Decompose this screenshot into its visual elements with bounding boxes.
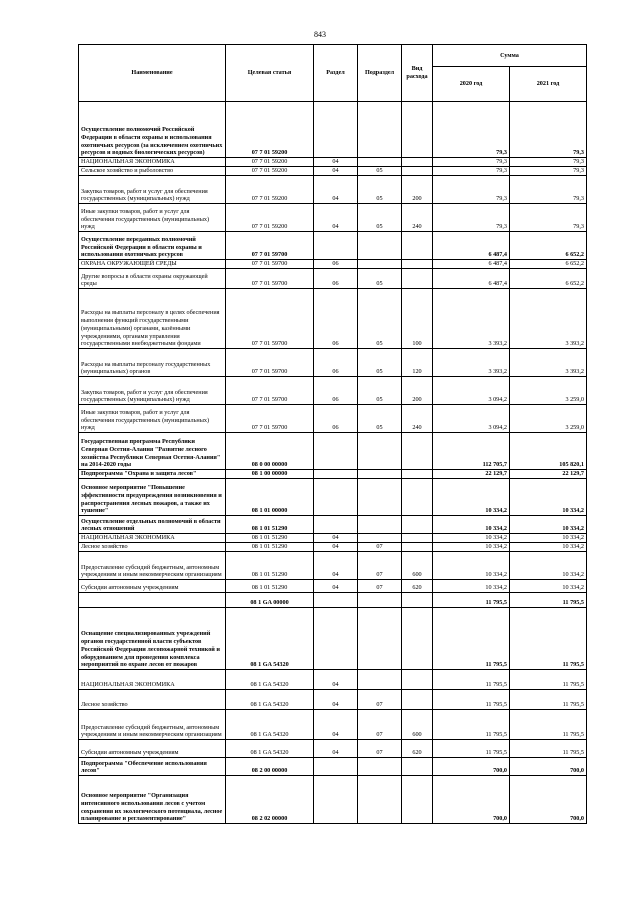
row-name: Расходы на выплаты персоналу в целях обеспечения выполнения функций государственными (муниципальными) органами, казёнными учреждениями, органами управления государственными внебюджетными фондами xyxy=(79,289,226,349)
row-target: 07 7 01 59700 xyxy=(226,377,314,405)
row-name: Предоставление субсидий бюджетным, автономным учреждениям и иным некоммерческим организациям xyxy=(79,552,226,580)
row-subsection xyxy=(358,534,402,543)
row-subsection xyxy=(358,479,402,516)
row-subsection xyxy=(358,232,402,260)
row-target: 07 7 01 59200 xyxy=(226,176,314,204)
row-section: 06 xyxy=(314,289,358,349)
table-row xyxy=(79,516,587,534)
table-row xyxy=(79,269,587,289)
row-sum-2021: 105 820,1 xyxy=(510,433,587,470)
row-subsection xyxy=(358,670,402,690)
row-name: ОХРАНА ОКРУЖАЮЩЕЙ СРЕДЫ xyxy=(79,260,226,269)
row-expense-type: 240 xyxy=(402,204,433,232)
row-sum-2020: 79,3 xyxy=(433,204,510,232)
row-expense-type: 620 xyxy=(402,580,433,593)
row-expense-type: 200 xyxy=(402,176,433,204)
row-expense-type xyxy=(402,593,433,608)
row-sum-2020: 79,3 xyxy=(433,167,510,176)
row-section: 04 xyxy=(314,552,358,580)
row-target: 08 1 GA 54320 xyxy=(226,740,314,758)
row-sum-2021: 6 652,2 xyxy=(510,232,587,260)
table-row xyxy=(79,740,587,758)
row-subsection xyxy=(358,776,402,824)
row-subsection: 05 xyxy=(358,269,402,289)
row-expense-type xyxy=(402,167,433,176)
row-sum-2021: 79,3 xyxy=(510,167,587,176)
table-row xyxy=(79,552,587,580)
row-sum-2020: 700,0 xyxy=(433,776,510,824)
row-section: 04 xyxy=(314,543,358,552)
row-name: Закупка товаров, работ и услуг для обеспечения государственных (муниципальных) нужд xyxy=(79,377,226,405)
row-expense-type: 600 xyxy=(402,710,433,740)
row-sum-2020: 11 795,5 xyxy=(433,710,510,740)
row-sum-2021: 11 795,5 xyxy=(510,670,587,690)
table-row xyxy=(79,710,587,740)
row-sum-2021: 79,3 xyxy=(510,204,587,232)
row-section xyxy=(314,479,358,516)
row-section: 06 xyxy=(314,377,358,405)
row-section xyxy=(314,758,358,776)
row-section: 04 xyxy=(314,670,358,690)
row-subsection xyxy=(358,516,402,534)
row-sum-2021: 3 259,0 xyxy=(510,405,587,433)
row-sum-2020: 3 094,2 xyxy=(433,405,510,433)
row-target: 08 0 00 00000 xyxy=(226,433,314,470)
row-section xyxy=(314,608,358,670)
row-expense-type xyxy=(402,158,433,167)
row-sum-2020: 11 795,5 xyxy=(433,670,510,690)
table-row xyxy=(79,433,587,470)
table-row xyxy=(79,176,587,204)
row-name: Государственная программа Республики Северная Осетия-Алания "Развитие лесного хозяйства Республики Северная Осетия-Алания" на 2014-2020 годы xyxy=(79,433,226,470)
row-expense-type xyxy=(402,608,433,670)
row-section: 04 xyxy=(314,167,358,176)
row-expense-type xyxy=(402,470,433,479)
table-row xyxy=(79,690,587,710)
row-name: Иные закупки товаров, работ и услуг для обеспечения государственных (муниципальных) нужд xyxy=(79,204,226,232)
row-name: НАЦИОНАЛЬНАЯ ЭКОНОМИКА xyxy=(79,534,226,543)
row-subsection: 05 xyxy=(358,349,402,377)
row-sum-2021: 11 795,5 xyxy=(510,740,587,758)
row-sum-2020: 11 795,5 xyxy=(433,690,510,710)
row-sum-2020: 10 334,2 xyxy=(433,534,510,543)
row-subsection xyxy=(358,102,402,158)
row-target: 07 7 01 59200 xyxy=(226,167,314,176)
row-section xyxy=(314,433,358,470)
row-subsection: 07 xyxy=(358,580,402,593)
row-sum-2021: 79,3 xyxy=(510,102,587,158)
row-target: 08 1 01 51290 xyxy=(226,516,314,534)
row-expense-type: 120 xyxy=(402,349,433,377)
header-year-2020: 2020 год xyxy=(433,67,510,102)
header-year-2021: 2021 год xyxy=(510,67,587,102)
row-sum-2021: 10 334,2 xyxy=(510,552,587,580)
row-target: 07 7 01 59700 xyxy=(226,260,314,269)
row-target: 08 1 01 51290 xyxy=(226,552,314,580)
row-section: 04 xyxy=(314,740,358,758)
row-name: Закупка товаров, работ и услуг для обеспечения государственных (муниципальных) нужд xyxy=(79,176,226,204)
row-expense-type: 620 xyxy=(402,740,433,758)
row-expense-type xyxy=(402,516,433,534)
row-subsection: 05 xyxy=(358,176,402,204)
row-target: 08 1 GA 54320 xyxy=(226,690,314,710)
row-name: Основное мероприятие "Организация интенсивного использования лесов с учетом сохранения их экологического потенциала, лесное планирование и регламентирование" xyxy=(79,776,226,824)
row-expense-type xyxy=(402,534,433,543)
table-row xyxy=(79,405,587,433)
row-section: 04 xyxy=(314,158,358,167)
row-name: Другие вопросы в области охраны окружающей среды xyxy=(79,269,226,289)
row-subsection: 07 xyxy=(358,710,402,740)
budget-table xyxy=(78,44,587,824)
row-subsection xyxy=(358,593,402,608)
row-target: 08 1 GA 54320 xyxy=(226,710,314,740)
row-target: 08 1 01 51290 xyxy=(226,543,314,552)
table-row xyxy=(79,349,587,377)
row-target: 08 1 GA 00000 xyxy=(226,593,314,608)
row-name: Лесное хозяйство xyxy=(79,690,226,710)
row-sum-2021: 10 334,2 xyxy=(510,543,587,552)
row-name: Подпрограмма "Обеспечение использования лесов" xyxy=(79,758,226,776)
row-sum-2020: 22 129,7 xyxy=(433,470,510,479)
row-subsection: 07 xyxy=(358,543,402,552)
row-sum-2021: 79,3 xyxy=(510,176,587,204)
row-sum-2021: 10 334,2 xyxy=(510,534,587,543)
row-subsection xyxy=(358,608,402,670)
row-subsection xyxy=(358,260,402,269)
row-target: 08 2 02 00000 xyxy=(226,776,314,824)
row-sum-2021: 10 334,2 xyxy=(510,516,587,534)
row-name: НАЦИОНАЛЬНАЯ ЭКОНОМИКА xyxy=(79,670,226,690)
row-name: Оснащение специализированных учреждений органов государственной власти субъектов Российской Федерации лесопожарной техникой и оборудованием для проведения комплекса мероприятий по охране лесов от пожаров xyxy=(79,608,226,670)
row-sum-2021: 700,0 xyxy=(510,758,587,776)
row-target: 08 1 01 51290 xyxy=(226,534,314,543)
row-subsection: 05 xyxy=(358,204,402,232)
row-subsection: 07 xyxy=(358,552,402,580)
table-body xyxy=(79,102,587,824)
row-section: 04 xyxy=(314,690,358,710)
row-sum-2021: 3 393,2 xyxy=(510,349,587,377)
row-target: 07 7 01 59700 xyxy=(226,289,314,349)
table-row xyxy=(79,158,587,167)
row-sum-2020: 10 334,2 xyxy=(433,516,510,534)
row-target: 08 1 GA 54320 xyxy=(226,670,314,690)
row-sum-2021: 3 393,2 xyxy=(510,289,587,349)
row-sum-2020: 10 334,2 xyxy=(433,479,510,516)
header-section: Раздел xyxy=(314,45,358,102)
row-target: 08 1 01 51290 xyxy=(226,580,314,593)
row-expense-type xyxy=(402,232,433,260)
header-name: Наименование xyxy=(79,45,226,102)
row-target: 08 2 00 00000 xyxy=(226,758,314,776)
row-name: Расходы на выплаты персоналу государственных (муниципальных) органов xyxy=(79,349,226,377)
row-target: 07 7 01 59700 xyxy=(226,349,314,377)
table-row xyxy=(79,758,587,776)
row-section: 04 xyxy=(314,204,358,232)
table-row xyxy=(79,470,587,479)
row-section xyxy=(314,776,358,824)
row-name: Субсидии автономным учреждениям xyxy=(79,740,226,758)
row-target: 07 7 01 59200 xyxy=(226,102,314,158)
row-expense-type xyxy=(402,260,433,269)
row-target: 07 7 01 59200 xyxy=(226,158,314,167)
row-subsection: 05 xyxy=(358,289,402,349)
row-name: Сельское хозяйство и рыболовство xyxy=(79,167,226,176)
row-sum-2020: 3 393,2 xyxy=(433,349,510,377)
row-section xyxy=(314,593,358,608)
row-subsection: 05 xyxy=(358,377,402,405)
row-section xyxy=(314,516,358,534)
row-section xyxy=(314,232,358,260)
row-name xyxy=(79,593,226,608)
row-sum-2020: 11 795,5 xyxy=(433,593,510,608)
row-expense-type xyxy=(402,690,433,710)
table-row xyxy=(79,543,587,552)
row-name: Лесное хозяйство xyxy=(79,543,226,552)
row-sum-2020: 79,3 xyxy=(433,176,510,204)
row-sum-2021: 3 259,0 xyxy=(510,377,587,405)
row-sum-2020: 10 334,2 xyxy=(433,580,510,593)
row-sum-2021: 79,3 xyxy=(510,158,587,167)
table-row xyxy=(79,167,587,176)
table-row xyxy=(79,593,587,608)
row-section xyxy=(314,102,358,158)
row-expense-type xyxy=(402,670,433,690)
row-subsection: 07 xyxy=(358,740,402,758)
row-sum-2021: 6 652,2 xyxy=(510,260,587,269)
table-row xyxy=(79,670,587,690)
row-name: Основное мероприятие "Повышение эффективности предупреждения возникновения и распространения лесных пожаров, а также их тушение" xyxy=(79,479,226,516)
row-target: 07 7 01 59700 xyxy=(226,232,314,260)
row-section: 06 xyxy=(314,269,358,289)
header-target: Целевая статья xyxy=(226,45,314,102)
row-sum-2021: 11 795,5 xyxy=(510,690,587,710)
row-section: 04 xyxy=(314,580,358,593)
table-row xyxy=(79,580,587,593)
row-subsection xyxy=(358,433,402,470)
table-row xyxy=(79,776,587,824)
table-row xyxy=(79,534,587,543)
row-section xyxy=(314,470,358,479)
header-expense-type: Вид расхода xyxy=(402,45,433,102)
row-expense-type xyxy=(402,758,433,776)
page-number: 843 xyxy=(314,30,326,39)
table-row xyxy=(79,289,587,349)
row-expense-type: 240 xyxy=(402,405,433,433)
row-sum-2021: 6 652,2 xyxy=(510,269,587,289)
row-section: 06 xyxy=(314,405,358,433)
row-expense-type xyxy=(402,479,433,516)
row-expense-type xyxy=(402,543,433,552)
row-subsection: 05 xyxy=(358,405,402,433)
row-sum-2020: 10 334,2 xyxy=(433,543,510,552)
row-sum-2020: 6 487,4 xyxy=(433,232,510,260)
row-section: 06 xyxy=(314,260,358,269)
row-target: 07 7 01 59700 xyxy=(226,269,314,289)
row-target: 07 7 01 59700 xyxy=(226,405,314,433)
row-section: 04 xyxy=(314,176,358,204)
row-name: Предоставление субсидий бюджетным, автономным учреждениям и иным некоммерческим организациям xyxy=(79,710,226,740)
row-subsection: 05 xyxy=(358,167,402,176)
row-sum-2021: 700,0 xyxy=(510,776,587,824)
table-row xyxy=(79,102,587,158)
row-expense-type xyxy=(402,269,433,289)
row-expense-type: 100 xyxy=(402,289,433,349)
row-sum-2020: 10 334,2 xyxy=(433,552,510,580)
row-name: НАЦИОНАЛЬНАЯ ЭКОНОМИКА xyxy=(79,158,226,167)
row-target: 08 1 01 00000 xyxy=(226,479,314,516)
row-expense-type: 600 xyxy=(402,552,433,580)
row-sum-2021: 11 795,5 xyxy=(510,593,587,608)
row-expense-type xyxy=(402,102,433,158)
row-subsection xyxy=(358,158,402,167)
row-subsection: 07 xyxy=(358,690,402,710)
row-name: Субсидии автономным учреждениям xyxy=(79,580,226,593)
header-subsection: Подраздел xyxy=(358,45,402,102)
row-sum-2021: 22 129,7 xyxy=(510,470,587,479)
row-subsection xyxy=(358,758,402,776)
row-sum-2020: 11 795,5 xyxy=(433,740,510,758)
table-row xyxy=(79,608,587,670)
row-sum-2021: 10 334,2 xyxy=(510,479,587,516)
row-target: 07 7 01 59200 xyxy=(226,204,314,232)
row-sum-2020: 112 705,7 xyxy=(433,433,510,470)
row-name: Иные закупки товаров, работ и услуг для обеспечения государственных (муниципальных) нужд xyxy=(79,405,226,433)
row-expense-type: 200 xyxy=(402,377,433,405)
table-row xyxy=(79,232,587,260)
row-sum-2020: 3 393,2 xyxy=(433,289,510,349)
row-sum-2020: 79,3 xyxy=(433,158,510,167)
row-sum-2020: 11 795,5 xyxy=(433,608,510,670)
row-sum-2020: 79,3 xyxy=(433,102,510,158)
row-name: Осуществление отдельных полномочий в области лесных отношений xyxy=(79,516,226,534)
table-row xyxy=(79,260,587,269)
row-sum-2020: 6 487,4 xyxy=(433,260,510,269)
row-section: 04 xyxy=(314,534,358,543)
row-name: Осуществление полномочий Российской Федерации в области охраны и использования охотничьих ресурсов (за исключением охотничьих ресурсов и водных биологических ресурсов) xyxy=(79,102,226,158)
table-row xyxy=(79,377,587,405)
row-sum-2021: 10 334,2 xyxy=(510,580,587,593)
table-row xyxy=(79,479,587,516)
row-section: 06 xyxy=(314,349,358,377)
row-name: Подпрограмма "Охрана и защита лесов" xyxy=(79,470,226,479)
row-expense-type xyxy=(402,433,433,470)
row-sum-2021: 11 795,5 xyxy=(510,710,587,740)
row-sum-2020: 6 487,4 xyxy=(433,269,510,289)
row-target: 08 1 GA 54320 xyxy=(226,608,314,670)
row-expense-type xyxy=(402,776,433,824)
row-section: 04 xyxy=(314,710,358,740)
row-sum-2020: 700,0 xyxy=(433,758,510,776)
row-sum-2020: 3 094,2 xyxy=(433,377,510,405)
table-row xyxy=(79,204,587,232)
row-name: Осуществление переданных полномочий Российской Федерации в области охраны и использования охотничьих ресурсов xyxy=(79,232,226,260)
row-target: 08 1 00 00000 xyxy=(226,470,314,479)
row-sum-2021: 11 795,5 xyxy=(510,608,587,670)
header-sum: Сумма xyxy=(433,45,587,67)
row-subsection xyxy=(358,470,402,479)
